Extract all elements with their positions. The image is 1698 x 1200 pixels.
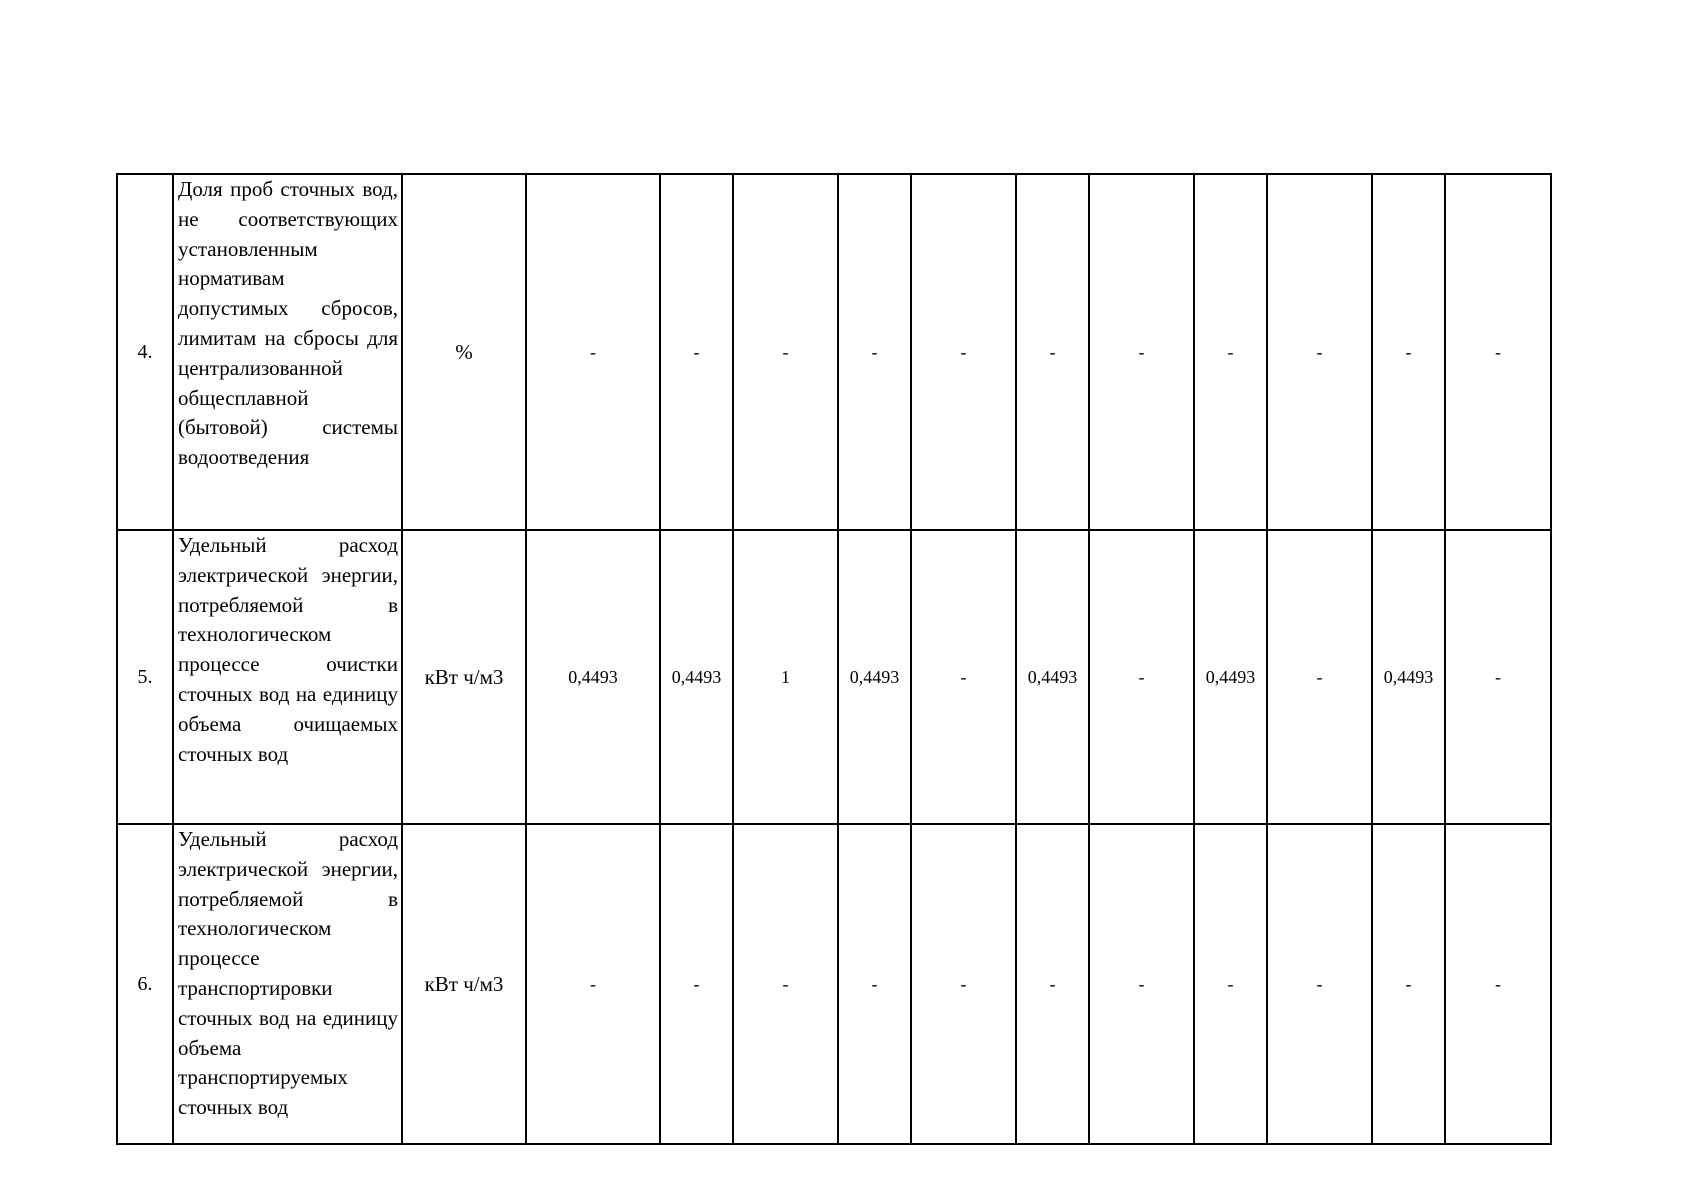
indicators-table — [116, 173, 1552, 1145]
value-cell: - — [1089, 824, 1194, 1144]
value-cell: - — [1089, 174, 1194, 530]
row-unit: кВт ч/м3 — [402, 530, 526, 824]
value-cell: 0,4493 — [1016, 530, 1089, 824]
row-number: 5. — [117, 530, 173, 824]
value-cell: - — [1372, 824, 1445, 1144]
row-description: Удельный расход электрической энергии, потребляемой в технологическом процессе очистки сточных вод на единицу объема очищаемых сточных вод — [173, 530, 402, 824]
value-cell: - — [1267, 174, 1372, 530]
value-cell: - — [526, 174, 660, 530]
row-unit: % — [402, 174, 526, 530]
value-cell: - — [1194, 174, 1267, 530]
value-cell: - — [1089, 530, 1194, 824]
value-cell: - — [733, 174, 838, 530]
table-row — [117, 824, 1551, 1144]
value-cell: 0,4493 — [1194, 530, 1267, 824]
value-cell: - — [1267, 824, 1372, 1144]
value-cell: - — [1445, 530, 1551, 824]
value-cell: - — [660, 174, 733, 530]
value-cell: - — [526, 824, 660, 1144]
row-number: 4. — [117, 174, 173, 530]
value-cell: 1 — [733, 530, 838, 824]
value-cell: - — [838, 824, 911, 1144]
value-cell: - — [1445, 824, 1551, 1144]
value-cell: 0,4493 — [838, 530, 911, 824]
value-cell: - — [911, 824, 1016, 1144]
value-cell: - — [838, 174, 911, 530]
value-cell: - — [1372, 174, 1445, 530]
value-cell: 0,4493 — [1372, 530, 1445, 824]
row-unit: кВт ч/м3 — [402, 824, 526, 1144]
value-cell: - — [1016, 824, 1089, 1144]
row-description: Доля проб сточных вод, не соответствующих установленным нормативам допустимых сбросов, лимитам на сбросы для централизованной общесплавной (бытовой) системы водоотведения — [173, 174, 402, 530]
value-cell: - — [911, 530, 1016, 824]
value-cell: 0,4493 — [660, 530, 733, 824]
table-row — [117, 174, 1551, 530]
value-cell: - — [1267, 530, 1372, 824]
row-description: Удельный расход электрической энергии, потребляемой в технологическом процессе транспортировки сточных вод на единицу объема транспортируемых сточных вод — [173, 824, 402, 1144]
value-cell: - — [1194, 824, 1267, 1144]
value-cell: - — [660, 824, 733, 1144]
value-cell: - — [1445, 174, 1551, 530]
value-cell: - — [1016, 174, 1089, 530]
value-cell: 0,4493 — [526, 530, 660, 824]
row-number: 6. — [117, 824, 173, 1144]
table-row — [117, 530, 1551, 824]
value-cell: - — [911, 174, 1016, 530]
value-cell: - — [733, 824, 838, 1144]
